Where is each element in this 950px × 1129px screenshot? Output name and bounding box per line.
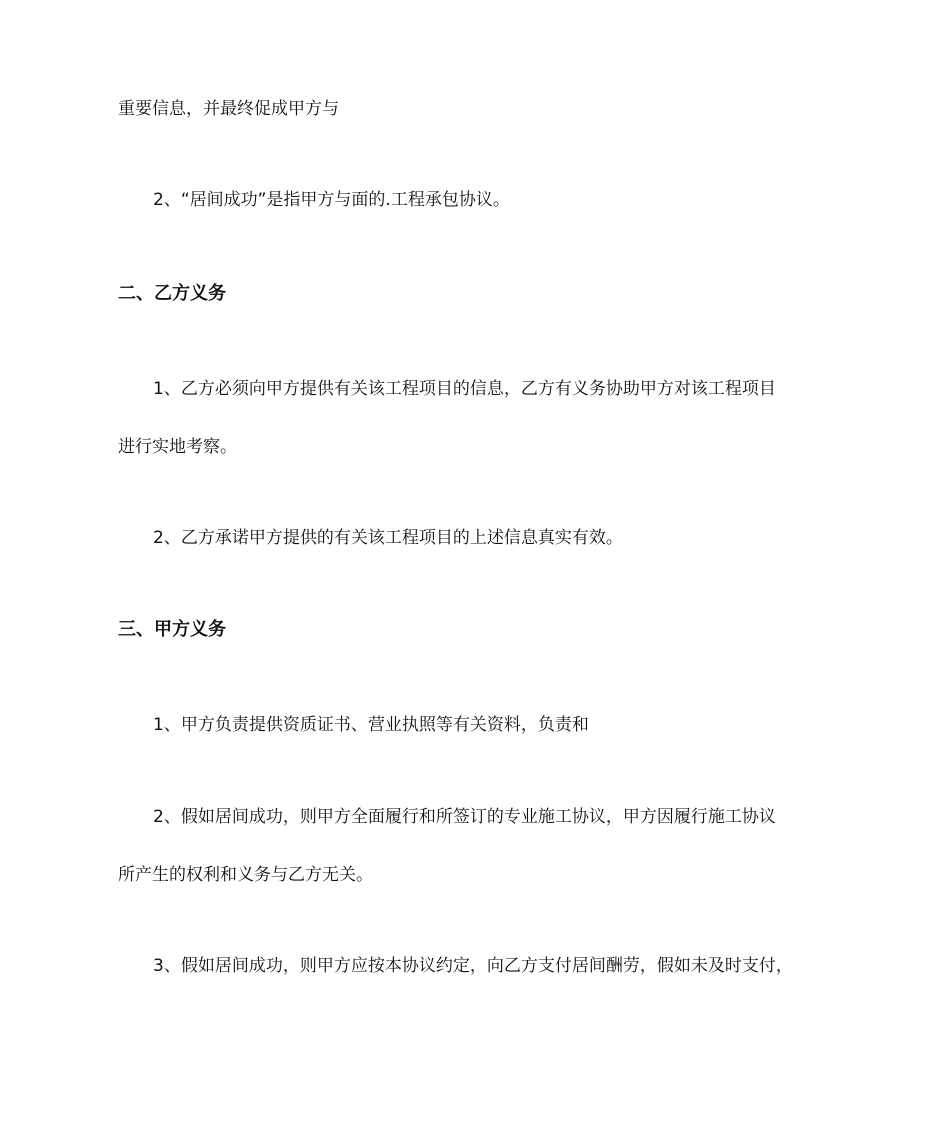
clause-a1: 1、甲方负责提供资质证书、营业执照等有关资料，负责和 bbox=[153, 715, 589, 735]
clause-b2: 2、乙方承诺甲方提供的有关该工程项目的上述信息真实有效。 bbox=[153, 528, 623, 548]
clause-a3-line-1: 3、假如居间成功，则甲方应按本协议约定，向乙方支付居间酬劳，假如未及时支付， bbox=[153, 956, 793, 976]
clause-a2-line-1: 2、假如居间成功，则甲方全面履行和所签订的专业施工协议，甲方因履行施工协议 bbox=[153, 807, 776, 827]
clause-a2-line-2: 所产生的权利和义务与乙方无关。 bbox=[118, 865, 373, 885]
clause-2-definition: 2、“居间成功”是指甲方与面的.工程承包协议。 bbox=[153, 190, 510, 210]
section-heading-party-a-obligations: 三、甲方义务 bbox=[118, 619, 226, 640]
paragraph-text: 重要信息，并最终促成甲方与 bbox=[118, 99, 339, 119]
clause-b1-line-2: 进行实地考察。 bbox=[118, 437, 237, 457]
clause-b1-line-1: 1、乙方必须向甲方提供有关该工程项目的信息，乙方有义务协助甲方对该工程项目 bbox=[153, 379, 776, 399]
section-heading-party-b-obligations: 二、乙方义务 bbox=[118, 283, 226, 304]
